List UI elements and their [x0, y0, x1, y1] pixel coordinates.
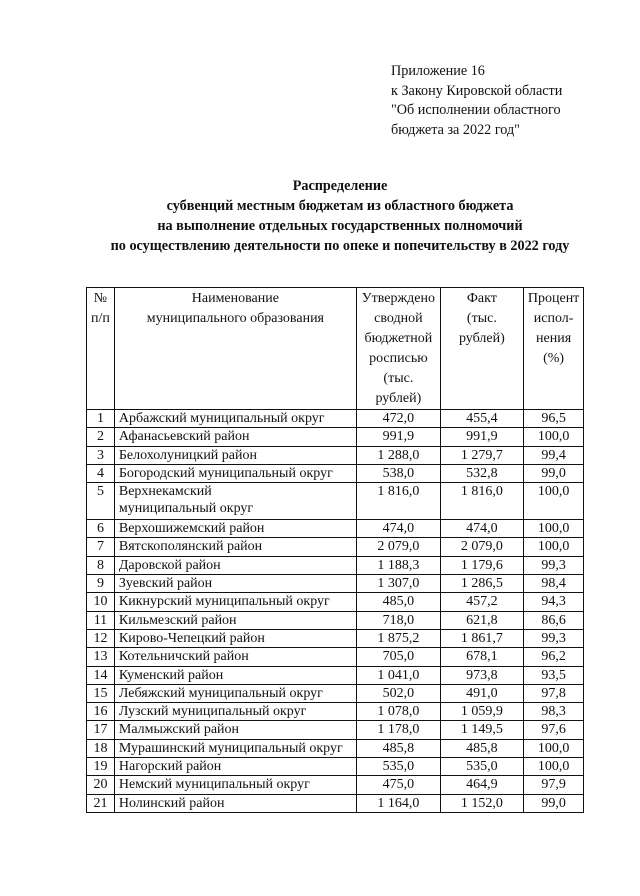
row-number: 18 [87, 739, 115, 757]
municipality-name [114, 483, 356, 520]
municipality-name-line: Афанасьевский район [118, 429, 250, 445]
percent-value: 99,3 [523, 629, 583, 647]
municipality-name-line: Малмыжский район [118, 722, 240, 738]
approved-value: 1 307,0 [356, 575, 440, 593]
municipality-name-line: Кикнурский муниципальный округ [118, 594, 330, 610]
percent-value: 98,3 [523, 703, 583, 721]
municipality-name-line: Даровской район [118, 557, 221, 573]
row-number: 17 [87, 721, 115, 739]
municipality-name [114, 721, 356, 739]
title-line: на выполнение отдельных государственных полномочий [157, 218, 523, 234]
approved-value: 718,0 [356, 611, 440, 629]
approved-value: 1 288,0 [356, 446, 440, 464]
percent-value: 98,4 [523, 575, 583, 593]
table-row [87, 721, 584, 739]
row-number: 21 [87, 794, 115, 812]
row-number: 7 [87, 538, 115, 556]
row-number: 13 [87, 648, 115, 666]
municipality-name-line: Лузский муниципальный округ [118, 704, 307, 720]
percent-value: 100,0 [523, 520, 583, 538]
percent-value: 96,2 [523, 648, 583, 666]
municipality-name-line: Куменский район [118, 667, 224, 683]
percent-value: 99,3 [523, 556, 583, 574]
municipality-name [114, 538, 356, 556]
municipality-name-line: Верхошижемский район [118, 521, 265, 537]
row-number: 19 [87, 758, 115, 776]
row-number: 8 [87, 556, 115, 574]
fact-value: 1 059,9 [440, 703, 523, 721]
municipality-name [114, 556, 356, 574]
title-line: субвенций местным бюджетам из областного бюджета [166, 198, 514, 214]
percent-value: 99,4 [523, 446, 583, 464]
approved-value: 502,0 [356, 684, 440, 702]
row-number: 4 [87, 464, 115, 482]
table-row [87, 593, 584, 611]
table-row [87, 684, 584, 702]
approved-value: 535,0 [356, 758, 440, 776]
row-number: 15 [87, 684, 115, 702]
title-line: Распределение [292, 178, 388, 194]
municipality-name [114, 593, 356, 611]
fact-value: 991,9 [440, 428, 523, 446]
municipality-name [114, 794, 356, 812]
municipality-name [114, 739, 356, 757]
municipality-name [114, 464, 356, 482]
municipality-name-line: Нагорский район [118, 759, 222, 775]
approved-value: 705,0 [356, 648, 440, 666]
approved-value: 991,9 [356, 428, 440, 446]
row-number: 10 [87, 593, 115, 611]
percent-value: 100,0 [523, 483, 583, 520]
approved-value: 538,0 [356, 464, 440, 482]
municipality-name-line: Богородский муниципальный округ [118, 465, 333, 481]
table-row [87, 538, 584, 556]
table-row [87, 611, 584, 629]
header-percent: Процент испол- нения (%) [523, 288, 583, 410]
fact-value: 464,9 [440, 776, 523, 794]
fact-value: 1 279,7 [440, 446, 523, 464]
row-number: 12 [87, 629, 115, 647]
fact-value: 1 149,5 [440, 721, 523, 739]
table-row [87, 483, 584, 520]
table-body [87, 410, 584, 813]
approved-value: 1 188,3 [356, 556, 440, 574]
approved-value: 474,0 [356, 520, 440, 538]
row-number: 1 [87, 410, 115, 428]
municipality-name-line: Верхнекамский [118, 484, 212, 500]
approved-value: 1 041,0 [356, 666, 440, 684]
fact-value: 474,0 [440, 520, 523, 538]
municipality-name [114, 666, 356, 684]
percent-value: 97,9 [523, 776, 583, 794]
municipality-name-line: Мурашинский муниципальный округ [118, 740, 343, 756]
table-row [87, 666, 584, 684]
table-row [87, 629, 584, 647]
approved-value: 1 875,2 [356, 629, 440, 647]
municipality-name [114, 648, 356, 666]
approved-value: 1 078,0 [356, 703, 440, 721]
fact-value: 678,1 [440, 648, 523, 666]
table-row [87, 648, 584, 666]
municipality-name [114, 629, 356, 647]
approved-value: 472,0 [356, 410, 440, 428]
table-row [87, 758, 584, 776]
approved-value: 475,0 [356, 776, 440, 794]
table-row [87, 703, 584, 721]
percent-value: 100,0 [523, 739, 583, 757]
municipality-name-line: Арбажский муниципальный округ [118, 411, 325, 426]
row-number: 16 [87, 703, 115, 721]
table-row [87, 464, 584, 482]
municipality-name-line: Лебяжский муниципальный округ [118, 685, 323, 701]
appendix-note [391, 62, 562, 140]
row-number: 14 [87, 666, 115, 684]
municipality-name-line: Кильмезский район [118, 612, 237, 628]
approved-value: 485,8 [356, 739, 440, 757]
row-number: 9 [87, 575, 115, 593]
municipality-name-line: Вятскополянский район [118, 539, 263, 555]
table-row [87, 520, 584, 538]
document-title [60, 176, 620, 256]
percent-value: 100,0 [523, 538, 583, 556]
table-row [87, 575, 584, 593]
subventions-table [86, 287, 584, 813]
percent-value: 86,6 [523, 611, 583, 629]
fact-value: 1 152,0 [440, 794, 523, 812]
table-row [87, 794, 584, 812]
municipality-name [114, 575, 356, 593]
percent-value: 97,8 [523, 684, 583, 702]
municipality-name-line: муниципальный округ [118, 501, 254, 517]
table-row [87, 739, 584, 757]
fact-value: 2 079,0 [440, 538, 523, 556]
municipality-name [114, 684, 356, 702]
appendix-line: "Об исполнении областного [391, 102, 561, 118]
appendix-line: к Закону Кировской области [391, 82, 563, 99]
table-row [87, 428, 584, 446]
municipality-name [114, 703, 356, 721]
percent-value: 97,6 [523, 721, 583, 739]
header-name: Наименование муниципального образования [114, 288, 356, 410]
municipality-name [114, 446, 356, 464]
fact-value: 1 286,5 [440, 575, 523, 593]
municipality-name-line: Котельничский район [118, 649, 249, 665]
fact-value: 485,8 [440, 739, 523, 757]
row-number: 3 [87, 446, 115, 464]
fact-value: 532,8 [440, 464, 523, 482]
row-number: 11 [87, 611, 115, 629]
municipality-name-line: Зуевский район [118, 576, 213, 592]
municipality-name [114, 410, 356, 428]
header-fact: Факт (тыс. рублей) [440, 288, 523, 410]
table-row [87, 776, 584, 794]
table-row [87, 556, 584, 574]
header-approved: Утверждено сводной бюджетной росписью (тыс. рублей) [356, 288, 440, 410]
table-row [87, 410, 584, 428]
appendix-line: бюджета за 2022 год" [391, 121, 520, 138]
fact-value: 973,8 [440, 666, 523, 684]
fact-value: 1 861,7 [440, 629, 523, 647]
fact-value: 1 179,6 [440, 556, 523, 574]
fact-value: 457,2 [440, 593, 523, 611]
fact-value: 535,0 [440, 758, 523, 776]
municipality-name [114, 428, 356, 446]
approved-value: 485,0 [356, 593, 440, 611]
municipality-name-line: Белохолуницкий район [118, 447, 257, 463]
municipality-name [114, 520, 356, 538]
row-number: 5 [87, 483, 115, 520]
municipality-name [114, 776, 356, 794]
row-number: 2 [87, 428, 115, 446]
table-header-row [87, 288, 584, 410]
municipality-name-line: Кирово-Чепецкий район [118, 630, 265, 646]
row-number: 20 [87, 776, 115, 794]
fact-value: 491,0 [440, 684, 523, 702]
percent-value: 93,5 [523, 666, 583, 684]
header-number: № п/п [87, 288, 115, 410]
fact-value: 621,8 [440, 611, 523, 629]
fact-value: 1 816,0 [440, 483, 523, 520]
municipality-name [114, 758, 356, 776]
percent-value: 100,0 [523, 758, 583, 776]
approved-value: 2 079,0 [356, 538, 440, 556]
percent-value: 100,0 [523, 428, 583, 446]
approved-value: 1 816,0 [356, 483, 440, 520]
approved-value: 1 178,0 [356, 721, 440, 739]
municipality-name-line: Немский муниципальный округ [118, 777, 310, 793]
percent-value: 96,5 [523, 410, 583, 428]
percent-value: 94,3 [523, 593, 583, 611]
appendix-line: Приложение 16 [391, 63, 485, 79]
title-line: по осуществлению деятельности по опеке и попечительству в 2022 году [110, 238, 570, 254]
municipality-name [114, 611, 356, 629]
percent-value: 99,0 [523, 794, 583, 812]
municipality-name-line: Нолинский район [118, 795, 225, 811]
fact-value: 455,4 [440, 410, 523, 428]
percent-value: 99,0 [523, 464, 583, 482]
row-number: 6 [87, 520, 115, 538]
table-row [87, 446, 584, 464]
approved-value: 1 164,0 [356, 794, 440, 812]
